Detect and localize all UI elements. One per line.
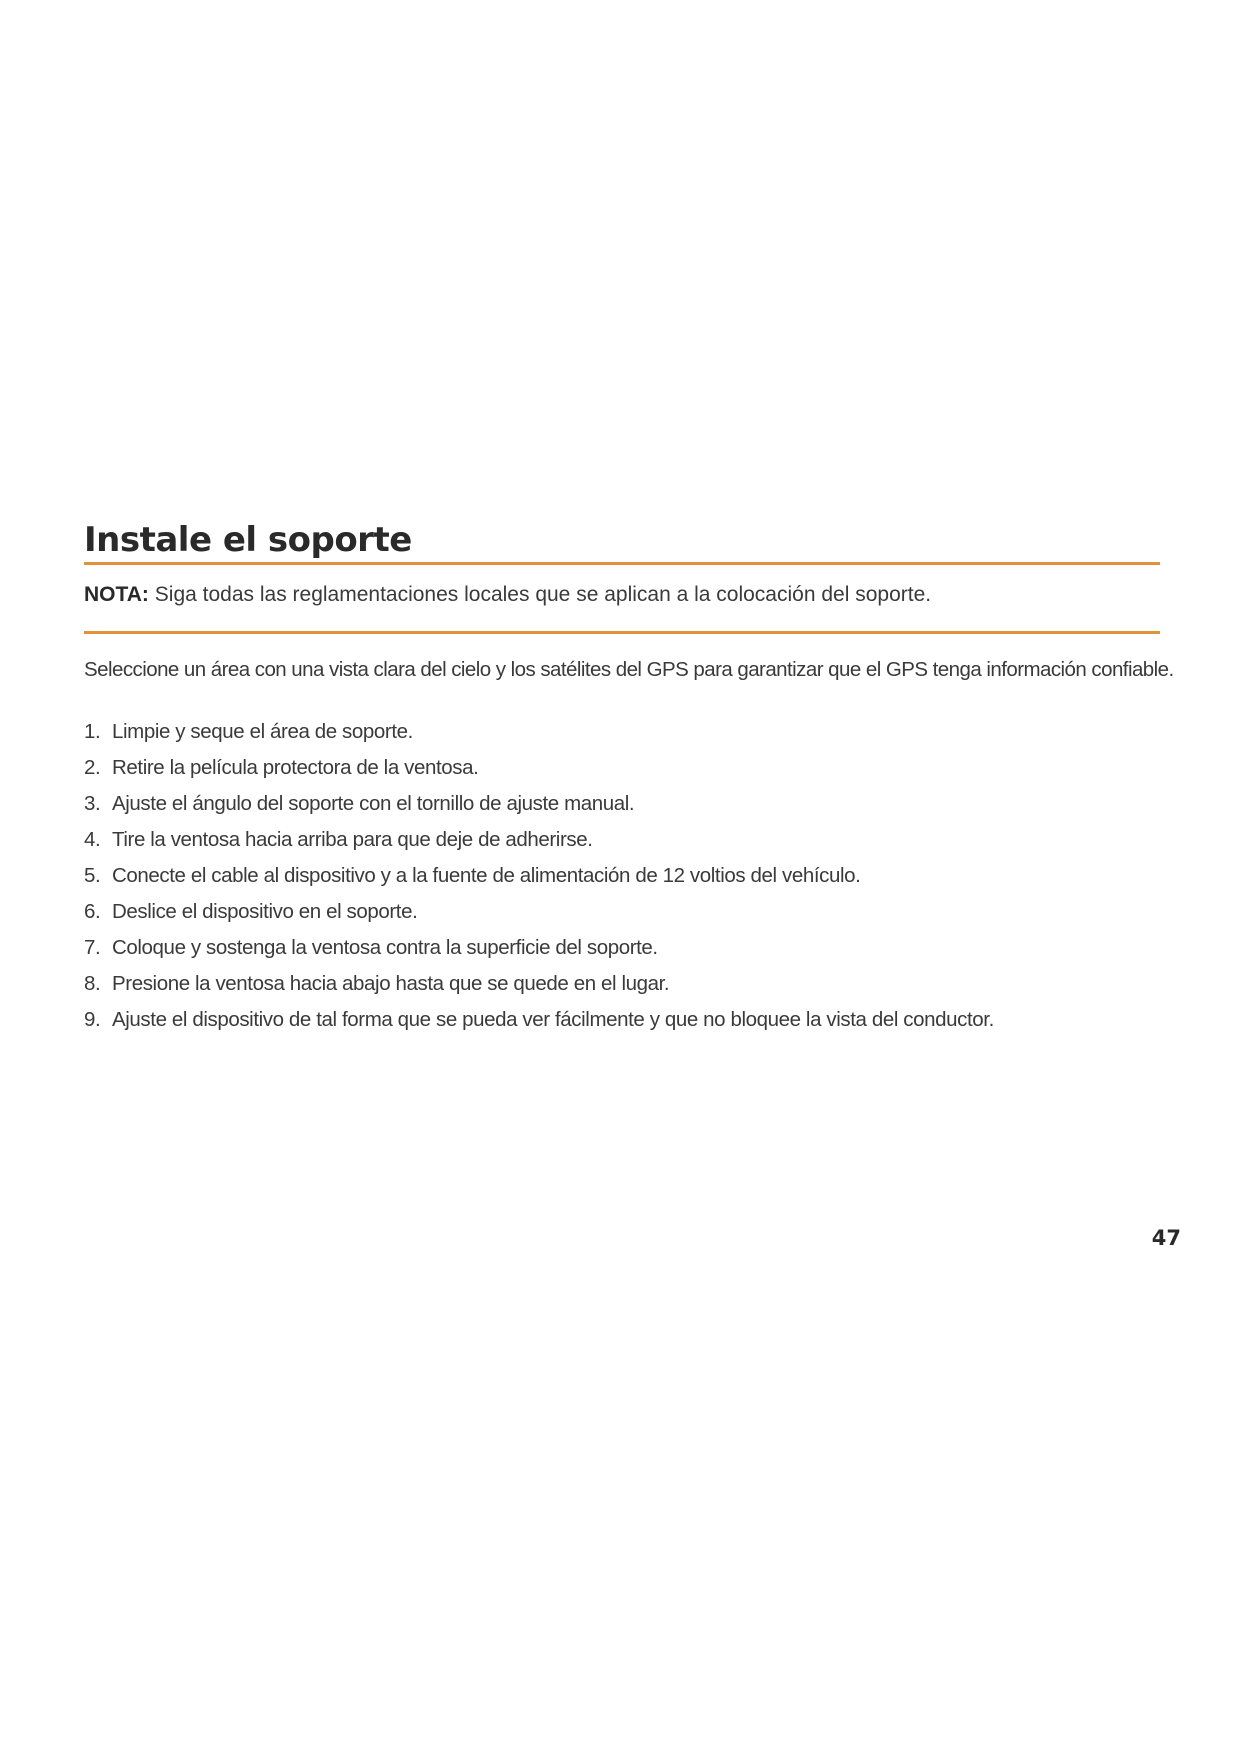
step-text: Ajuste el dispositivo de tal forma que se pueda ver fácilmente y que no bloquee la vista del conductor. [112, 1008, 994, 1031]
install-mount-section [84, 520, 1174, 1038]
step-text: Conecte el cable al dispositivo y a la fuente de alimentación de 12 voltios del vehículo. [112, 864, 861, 887]
step-text: Retire la película protectora de la ventosa. [112, 756, 479, 779]
step-text: Ajuste el ángulo del soporte con el tornillo de ajuste manual. [112, 792, 635, 815]
step-item [84, 786, 1160, 822]
step-text: Limpie y seque el área de soporte. [112, 720, 413, 743]
step-number: 1. [84, 720, 101, 743]
step-text: Tire la ventosa hacia arriba para que deje de adherirse. [112, 828, 593, 851]
intro-paragraph: Seleccione un área con una vista clara del cielo y los satélites del GPS para garantizar que el GPS tenga información confiable. [84, 658, 1174, 681]
step-text: Deslice el dispositivo en el soporte. [112, 900, 418, 923]
step-text: Presione la ventosa hacia abajo hasta que se quede en el lugar. [112, 972, 670, 995]
steps-list [84, 714, 1160, 1038]
step-item [84, 714, 1160, 750]
note-text: Siga todas las reglamentaciones locales que se aplican a la colocación del soporte. [148, 583, 932, 606]
step-item [84, 750, 1160, 786]
step-item [84, 930, 1160, 966]
step-number: 3. [84, 792, 101, 815]
step-number: 2. [84, 756, 101, 779]
note-block [84, 581, 1160, 634]
step-number: 8. [84, 972, 101, 995]
step-number: 9. [84, 1008, 101, 1031]
section-title: Instale el soporte [84, 520, 1160, 565]
step-number: 6. [84, 900, 101, 923]
step-item [84, 894, 1160, 930]
step-number: 4. [84, 828, 101, 851]
note-label: NOTA: [84, 583, 149, 606]
step-number: 7. [84, 936, 101, 959]
step-item [84, 822, 1160, 858]
step-text: Coloque y sostenga la ventosa contra la superficie del soporte. [112, 936, 658, 959]
step-item [84, 1002, 1160, 1038]
step-item [84, 966, 1160, 1002]
page-number: 47 [1151, 1226, 1181, 1250]
step-number: 5. [84, 864, 101, 887]
step-item [84, 858, 1160, 894]
